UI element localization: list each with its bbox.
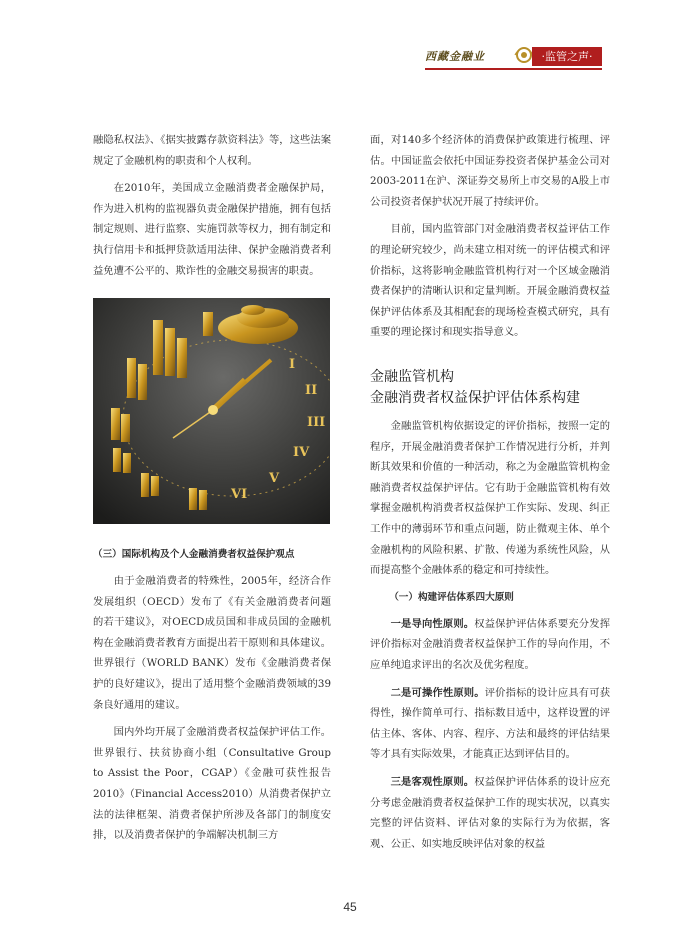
right-column-top [370, 130, 610, 343]
clock-illustration [93, 298, 330, 524]
paragraph: 在2010年，美国成立金融消费者金融保护局，作为进入机构的监视器负责金融保护措施，拥有包括制定规则、进行监察、实施罚款等权力，拥有制定和执行信用卡和抵押贷款适用法律、保护金融消费者利益免遭不公平的、欺诈性的金融交易损害的职责。 [93, 182, 331, 277]
header-divider [425, 68, 602, 70]
svg-text:III: III [307, 415, 326, 430]
principle-text: 权益保护评估体系的设计应充分考虑金融消费者权益保护工作的现实状况，以真实完整的评估资料、评估对象的实际行为为依据，客观、公正、如实地反映评估对象的权益 [370, 775, 611, 850]
paragraph: 目前，国内监管部门对金融消费者权益评估工作的理论研究较少，尚未建立相对统一的评估模式和评价指标，这将影响金融监管机构行对一个区域金融消费者保护的清晰认识和定量判断。开展金融消费权益保护评估体系及其相配套的现场检查模式研究，具有重要的理论探讨和现实指导意义。 [370, 223, 610, 339]
left-column-top [93, 130, 331, 281]
subheading: （三）国际机构及个人金融消费者权益保护观点 [93, 549, 295, 560]
svg-text:II: II [305, 383, 318, 398]
paragraph: 面，对140多个经济体的消费保护政策进行梳理、评估。中国证监会依托中国证券投资者保护基金公司对2003-2011在沪、深证券交易所上市交易的A股上市公司投资者保护状况开展了持续评价。 [370, 134, 610, 208]
paragraph [370, 614, 610, 676]
svg-text:IV: IV [293, 445, 310, 460]
paragraph [370, 772, 610, 854]
paragraph: 金融监管机构依据设定的评价指标，按照一定的程序，开展金融消费者保护工作情况进行分析，并判断其效果和价值的一种活动，称之为金融监管机构金融消费者权益保护评估。它有助于金融监管机构有效掌握金融机构消费者权益保护工作实际、发现、纠正工作中的薄弱环节和重点问题，防止微观主体、单个金融机构的风险积累、扩散、传递为系统性风险，从而提高整个金融体系的稳定和可持续性。 [370, 420, 610, 577]
svg-text:I: I [289, 357, 296, 372]
principle-text: 评价指标的设计应具有可获得性，操作简单可行、指标数目适中，这样设置的评估主体、客体、内容、程序、方法和最终的评估结果等才具有实际效果，才能真正达到评估目的。 [370, 686, 611, 761]
clock-coins-image [93, 298, 330, 524]
paragraph [370, 683, 610, 765]
section-title: 金融消费者权益保护评估体系构建 [370, 390, 580, 406]
svg-text:VI: VI [231, 487, 248, 502]
section-title: 金融监管机构 [370, 369, 454, 385]
principle-text: 权益保护评估体系要充分发挥评价指标对金融消费者权益保护工作的导向作用，不应单纯追求评出的名次及优劣程度。 [370, 617, 611, 671]
principle-lead: 三是客观性原则。 [390, 775, 475, 788]
page-number: 45 [343, 900, 357, 914]
paragraph: 融隐私权法》、《据实披露存款资料法》等，这些法案规定了金融机构的职责和个人权利。 [93, 134, 331, 167]
principle-lead: 二是可操作性原则。 [390, 686, 485, 699]
left-column-bottom [93, 545, 331, 846]
svg-text:V: V [269, 471, 280, 486]
paragraph: 国内外均开展了金融消费者权益保护评估工作。世界银行、扶贫协商小组（Consultative Group to Assist the Poor，CGAP）《金融可获性报告2010》（Financial Access2010）从消费者保护立法的法律框架、消费者保护所涉及各部门的制度安排，以及消费者保护的争端解决机制三方 [93, 726, 331, 842]
paragraph: 由于金融消费者的特殊性，2005年，经济合作发展组织（OECD）发布了《有关金融消费者问题的若干建议》，对OECD成员国和非成员国的金融机构在金融消费者教育方面提出若干原则和具体建议。世界银行（WORLD BANK）发布《金融消费者保护的良好建议》，提出了适用整个金融消费领域的39条良好通用的建议。 [93, 575, 331, 711]
subheading: （一）构建评估体系四大原则 [389, 591, 514, 603]
publication-logo: 西藏金融业 [425, 50, 485, 63]
principle-lead: 一是导向性原则。 [390, 617, 475, 630]
right-column-bottom [370, 367, 610, 854]
section-badge: ·监管之声· [532, 47, 602, 66]
